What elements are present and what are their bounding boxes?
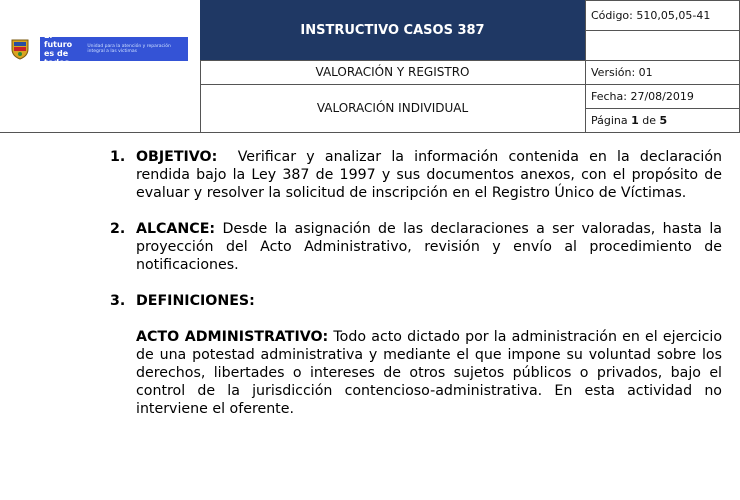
section-body: Verificar y analizar la información contenida en la declaración rendida bajo la Ley 387 de 1997 y sus documentos anexos, con el propósito de evaluar y resolver la solicitud de inscripción en el Registro Único de Víctimas. bbox=[136, 149, 722, 201]
document-header-table bbox=[0, 0, 740, 133]
document-date: Fecha: 27/08/2019 bbox=[591, 89, 694, 103]
document-version: Versión: 01 bbox=[591, 65, 653, 79]
section-heading: ALCANCE: bbox=[136, 221, 216, 237]
section-body: Desde la asignación de las declaraciones a ser valoradas, hasta la proyección del Acto Administrativo, revisión y envío al procedimiento de notificaciones. bbox=[136, 221, 722, 273]
section-number: 1. bbox=[110, 149, 126, 165]
document-code: Código: 510,05,05-41 bbox=[591, 8, 711, 22]
section-number: 3. bbox=[110, 293, 126, 309]
document-body bbox=[0, 148, 740, 418]
section-objetivo bbox=[0, 148, 740, 202]
page-total: 5 bbox=[659, 113, 668, 127]
section-definiciones bbox=[0, 292, 740, 310]
section-heading: DEFINICIONES: bbox=[136, 293, 255, 309]
brand-unit-name: Unidad para la atención y reparación integral a las víctimas bbox=[87, 43, 171, 54]
section-number: 2. bbox=[110, 221, 126, 237]
page-of: de bbox=[642, 113, 657, 127]
page-label: Página bbox=[591, 113, 628, 127]
brand-slogan: El futuro es de todos bbox=[44, 31, 73, 67]
page-current: 1 bbox=[631, 113, 639, 127]
institution-logo bbox=[0, 33, 200, 81]
brand-banner bbox=[40, 31, 188, 67]
definition-text: Todo acto dictado por la administración en el ejercicio de una potestad administrativa y mediante el que impone su voluntad sobre los derechos, libertades o intereses de otros sujetos públicos o privados, bajo el control de la jurisdicción contencioso-administrativa. En esta actividad no interviene el oferente. bbox=[136, 329, 723, 417]
table-border bbox=[585, 30, 740, 31]
procedure-name: VALORACIÓN INDIVIDUAL bbox=[316, 101, 469, 115]
coat-of-arms-icon bbox=[10, 38, 30, 60]
section-heading: OBJETIVO: bbox=[136, 149, 218, 165]
definition-acto-administrativo bbox=[136, 328, 722, 418]
table-border bbox=[0, 132, 740, 133]
section-alcance bbox=[0, 220, 740, 274]
process-name: VALORACIÓN Y REGISTRO bbox=[315, 65, 470, 79]
definition-term: ACTO ADMINISTRATIVO: bbox=[136, 329, 329, 345]
page-number bbox=[585, 108, 740, 132]
document-title: INSTRUCTIVO CASOS 387 bbox=[200, 0, 585, 60]
